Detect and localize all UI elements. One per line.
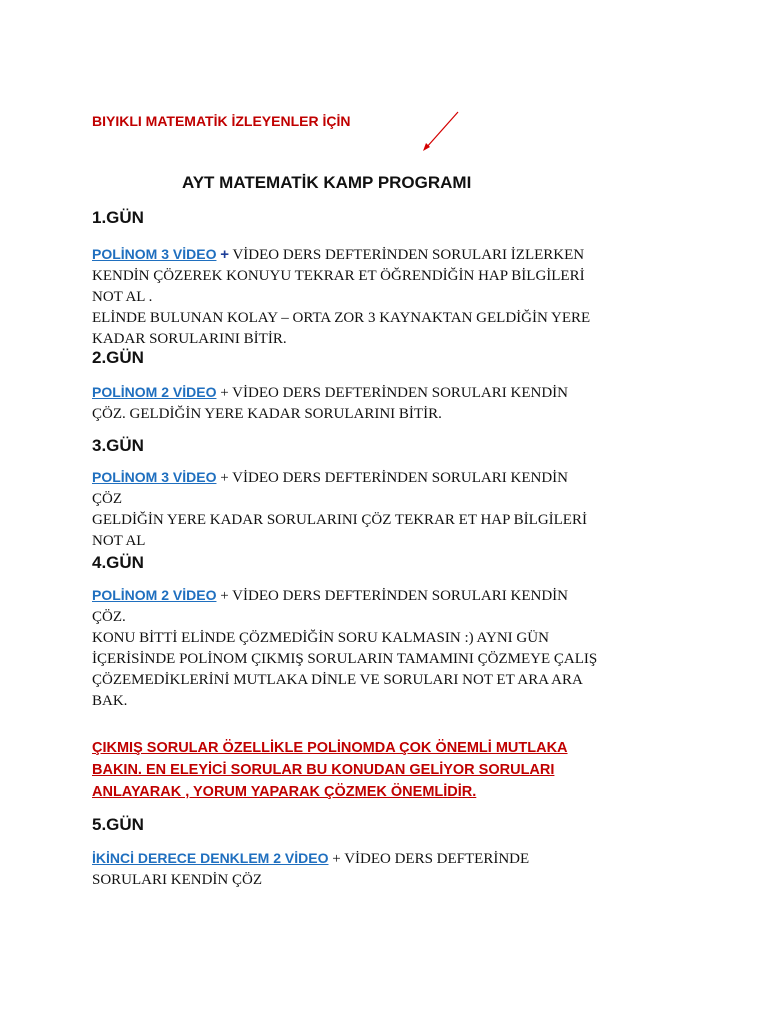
day-4-body [92, 585, 672, 712]
plus-sign: + [220, 385, 229, 401]
plus-sign: + [332, 851, 341, 867]
day-2-line-2: ÇÖZ. GELDİĞİN YERE KADAR SORULARINI BİTİR. [92, 406, 442, 422]
warning-line-1: ÇIKMIŞ SORULAR ÖZELLİKLE POLİNOMDA ÇOK ÖNEMLİ MUTLAKA [92, 740, 568, 756]
day-4-line-1: VİDEO DERS DEFTERİNDEN SORULARI KENDİN [232, 588, 568, 604]
day-4-line-4: İÇERİSİNDE POLİNOM ÇIKMIŞ SORULARIN TAMAMINI ÇÖZMEYE ÇALIŞ [92, 651, 598, 667]
day-1-line-5: KADAR SORULARINI BİTİR. [92, 331, 287, 347]
header-note: BIYIKLI MATEMATİK İZLEYENLER İÇİN [92, 113, 351, 129]
warning-line-2: BAKIN. EN ELEYİCİ SORULAR BU KONUDAN GELİYOR SORULARI [92, 762, 555, 778]
plus-sign: + [220, 246, 229, 263]
warning-line-3: ANLAYARAK , YORUM YAPARAK ÇÖZMEK ÖNEMLİDİR. [92, 784, 477, 800]
day-4-line-3: KONU BİTTİ ELİNDE ÇÖZMEDİĞİN SORU KALMASIN :) AYNI GÜN [92, 630, 549, 646]
day-1-line-3: NOT AL . [92, 289, 153, 305]
day-3-video-link[interactable]: POLİNOM 3 VİDEO [92, 469, 217, 485]
day-1-line-4: ELİNDE BULUNAN KOLAY – ORTA ZOR 3 KAYNAKTAN GELDİĞİN YERE [92, 310, 591, 326]
day-3-line-1: VİDEO DERS DEFTERİNDEN SORULARI KENDİN [232, 470, 568, 486]
day-1-line-1: VİDEO DERS DEFTERİNDEN SORULARI İZLERKEN [232, 247, 585, 263]
day-5-line-1: VİDEO DERS DEFTERİNDE [344, 851, 530, 867]
day-3-line-4: NOT AL [92, 533, 146, 549]
day-4-line-2: ÇÖZ. [92, 609, 126, 625]
day-3-line-2: ÇÖZ [92, 491, 122, 507]
day-3-heading: 3.GÜN [92, 436, 144, 455]
day-2-video-link[interactable]: POLİNOM 2 VİDEO [92, 384, 217, 400]
day-3-body [92, 467, 672, 552]
plus-sign: + [220, 588, 229, 604]
day-4-video-link[interactable]: POLİNOM 2 VİDEO [92, 587, 217, 603]
day-1-heading: 1.GÜN [92, 208, 144, 227]
warning-note [92, 737, 692, 803]
day-1-line-2: KENDİN ÇÖZEREK KONUYU TEKRAR ET ÖĞRENDİĞİN HAP BİLGİLERİ [92, 268, 585, 284]
day-3-line-3: GELDİĞİN YERE KADAR SORULARINI ÇÖZ TEKRAR ET HAP BİLGİLERİ [92, 512, 587, 528]
day-4-line-5: ÇÖZEMEDİKLERİNİ MUTLAKA DİNLE VE SORULARI NOT ET ARA ARA [92, 672, 583, 688]
day-5-body [92, 848, 672, 891]
red-arrow-icon [418, 110, 462, 154]
plus-sign: + [220, 470, 229, 486]
day-2-heading: 2.GÜN [92, 348, 144, 367]
day-5-video-link[interactable]: İKİNCİ DERECE DENKLEM 2 VİDEO [92, 850, 329, 866]
day-1-body [92, 244, 672, 350]
day-5-heading: 5.GÜN [92, 815, 144, 834]
day-4-heading: 4.GÜN [92, 553, 144, 572]
day-4-line-6: BAK. [92, 693, 128, 709]
day-2-body [92, 382, 672, 425]
day-5-line-2: SORULARI KENDİN ÇÖZ [92, 872, 262, 888]
day-1-video-link[interactable]: POLİNOM 3 VİDEO [92, 246, 217, 262]
day-2-line-1: VİDEO DERS DEFTERİNDEN SORULARI KENDİN [232, 385, 568, 401]
page-title: AYT MATEMATİK KAMP PROGRAMI [182, 173, 472, 192]
